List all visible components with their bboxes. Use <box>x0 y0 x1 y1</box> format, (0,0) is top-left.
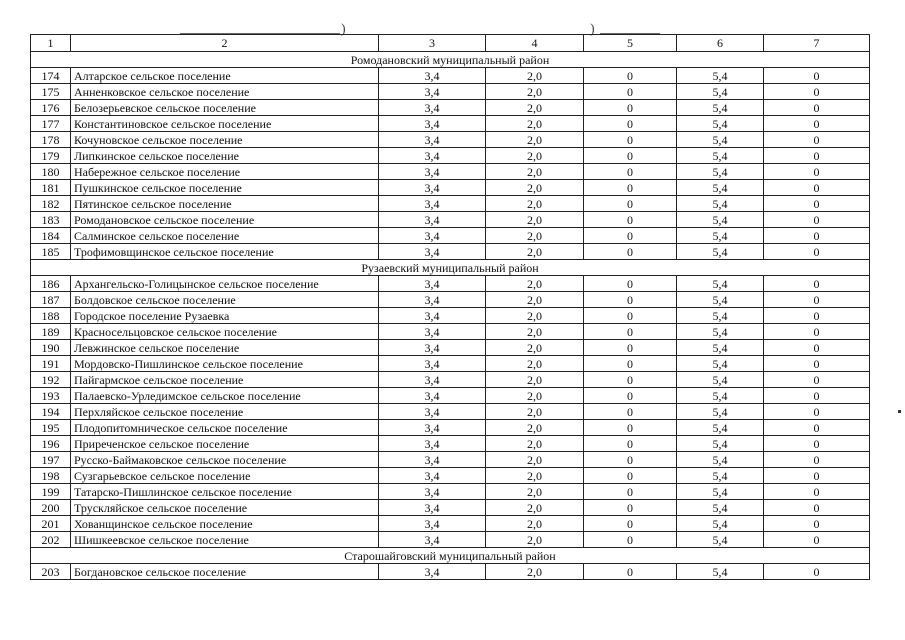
value-col-6: 5,4 <box>677 516 764 532</box>
value-col-6: 5,4 <box>677 212 764 228</box>
value-col-4: 2,0 <box>486 84 584 100</box>
value-col-7: 0 <box>764 388 870 404</box>
settlement-name: Болдовское сельское поселение <box>71 292 379 308</box>
settlement-name: Трофимовщинское сельское поселение <box>71 244 379 260</box>
value-col-7: 0 <box>764 196 870 212</box>
value-col-3: 3,4 <box>379 452 486 468</box>
value-col-3: 3,4 <box>379 100 486 116</box>
header-row <box>31 35 870 52</box>
settlement-name: Сузгарьевское сельское поселение <box>71 468 379 484</box>
settlement-name: Алтарское сельское поселение <box>71 68 379 84</box>
table-row <box>31 452 870 468</box>
value-col-5: 0 <box>584 356 677 372</box>
value-col-4: 2,0 <box>486 532 584 548</box>
value-col-4: 2,0 <box>486 212 584 228</box>
value-col-6: 5,4 <box>677 404 764 420</box>
table-row <box>31 180 870 196</box>
value-col-5: 0 <box>584 532 677 548</box>
value-col-3: 3,4 <box>379 564 486 580</box>
value-col-4: 2,0 <box>486 132 584 148</box>
value-col-4: 2,0 <box>486 372 584 388</box>
value-col-7: 0 <box>764 452 870 468</box>
document-page <box>30 34 869 580</box>
value-col-6: 5,4 <box>677 436 764 452</box>
value-col-5: 0 <box>584 452 677 468</box>
value-col-3: 3,4 <box>379 340 486 356</box>
settlement-name: Белозерьевское сельское поселение <box>71 100 379 116</box>
value-col-4: 2,0 <box>486 484 584 500</box>
table-row <box>31 324 870 340</box>
settlement-name: Перхляйское сельское поселение <box>71 404 379 420</box>
settlement-name: Шишкеевское сельское поселение <box>71 532 379 548</box>
settlement-name: Ромодановское сельское поселение <box>71 212 379 228</box>
row-number: 178 <box>31 132 71 148</box>
row-number: 201 <box>31 516 71 532</box>
table-row <box>31 68 870 84</box>
value-col-6: 5,4 <box>677 532 764 548</box>
value-col-6: 5,4 <box>677 500 764 516</box>
value-col-5: 0 <box>584 100 677 116</box>
value-col-7: 0 <box>764 468 870 484</box>
settlement-name: Татарско-Пишлинское сельское поселение <box>71 484 379 500</box>
row-number: 198 <box>31 468 71 484</box>
value-col-4: 2,0 <box>486 180 584 196</box>
value-col-7: 0 <box>764 436 870 452</box>
value-col-3: 3,4 <box>379 212 486 228</box>
table-row <box>31 276 870 292</box>
value-col-5: 0 <box>584 148 677 164</box>
row-number: 175 <box>31 84 71 100</box>
settlement-name: Приреченское сельское поселение <box>71 436 379 452</box>
value-col-7: 0 <box>764 100 870 116</box>
value-col-5: 0 <box>584 404 677 420</box>
value-col-5: 0 <box>584 292 677 308</box>
value-col-4: 2,0 <box>486 468 584 484</box>
value-col-3: 3,4 <box>379 180 486 196</box>
table-row <box>31 356 870 372</box>
value-col-3: 3,4 <box>379 308 486 324</box>
value-col-3: 3,4 <box>379 196 486 212</box>
row-number: 187 <box>31 292 71 308</box>
value-col-5: 0 <box>584 228 677 244</box>
row-number: 195 <box>31 420 71 436</box>
value-col-7: 0 <box>764 372 870 388</box>
table-row <box>31 388 870 404</box>
value-col-4: 2,0 <box>486 68 584 84</box>
column-header: 3 <box>379 35 486 52</box>
value-col-7: 0 <box>764 84 870 100</box>
row-number: 194 <box>31 404 71 420</box>
value-col-6: 5,4 <box>677 292 764 308</box>
value-col-4: 2,0 <box>486 500 584 516</box>
value-col-5: 0 <box>584 244 677 260</box>
value-col-3: 3,4 <box>379 404 486 420</box>
value-col-7: 0 <box>764 500 870 516</box>
value-col-7: 0 <box>764 244 870 260</box>
settlement-name: Красносельцовское сельское поселение <box>71 324 379 340</box>
row-number: 191 <box>31 356 71 372</box>
value-col-4: 2,0 <box>486 356 584 372</box>
value-col-3: 3,4 <box>379 500 486 516</box>
value-col-7: 0 <box>764 404 870 420</box>
value-col-3: 3,4 <box>379 372 486 388</box>
row-number: 181 <box>31 180 71 196</box>
row-number: 188 <box>31 308 71 324</box>
table-row <box>31 340 870 356</box>
table-row <box>31 100 870 116</box>
row-number: 177 <box>31 116 71 132</box>
row-number: 190 <box>31 340 71 356</box>
row-number: 192 <box>31 372 71 388</box>
value-col-5: 0 <box>584 468 677 484</box>
value-col-4: 2,0 <box>486 436 584 452</box>
value-col-6: 5,4 <box>677 180 764 196</box>
table-row <box>31 228 870 244</box>
value-col-4: 2,0 <box>486 452 584 468</box>
table-row <box>31 420 870 436</box>
value-col-7: 0 <box>764 212 870 228</box>
column-header: 6 <box>677 35 764 52</box>
table-row <box>31 196 870 212</box>
table-row <box>31 500 870 516</box>
value-col-6: 5,4 <box>677 356 764 372</box>
value-col-3: 3,4 <box>379 356 486 372</box>
value-col-3: 3,4 <box>379 132 486 148</box>
value-col-5: 0 <box>584 516 677 532</box>
section-header-row <box>31 548 870 564</box>
value-col-3: 3,4 <box>379 292 486 308</box>
value-col-7: 0 <box>764 356 870 372</box>
row-number: 200 <box>31 500 71 516</box>
row-number: 179 <box>31 148 71 164</box>
value-col-3: 3,4 <box>379 68 486 84</box>
table-row <box>31 308 870 324</box>
value-col-3: 3,4 <box>379 484 486 500</box>
value-col-5: 0 <box>584 340 677 356</box>
settlement-name: Палаевско-Урледимское сельское поселение <box>71 388 379 404</box>
row-number: 182 <box>31 196 71 212</box>
table-row <box>31 372 870 388</box>
value-col-4: 2,0 <box>486 292 584 308</box>
row-number: 193 <box>31 388 71 404</box>
value-col-5: 0 <box>584 212 677 228</box>
table-row <box>31 404 870 420</box>
table-row <box>31 212 870 228</box>
settlement-name: Трускляйское сельское поселение <box>71 500 379 516</box>
value-col-3: 3,4 <box>379 516 486 532</box>
value-col-6: 5,4 <box>677 388 764 404</box>
row-number: 199 <box>31 484 71 500</box>
value-col-6: 5,4 <box>677 340 764 356</box>
row-number: 189 <box>31 324 71 340</box>
value-col-3: 3,4 <box>379 228 486 244</box>
value-col-7: 0 <box>764 324 870 340</box>
value-col-7: 0 <box>764 516 870 532</box>
value-col-6: 5,4 <box>677 164 764 180</box>
value-col-5: 0 <box>584 500 677 516</box>
value-col-4: 2,0 <box>486 244 584 260</box>
settlement-name: Пушкинское сельское поселение <box>71 180 379 196</box>
table-row <box>31 436 870 452</box>
row-number: 183 <box>31 212 71 228</box>
value-col-3: 3,4 <box>379 116 486 132</box>
value-col-7: 0 <box>764 340 870 356</box>
scan-speck <box>898 410 901 413</box>
settlement-name: Кочуновское сельское поселение <box>71 132 379 148</box>
value-col-7: 0 <box>764 148 870 164</box>
value-col-7: 0 <box>764 180 870 196</box>
table-row <box>31 468 870 484</box>
value-col-5: 0 <box>584 84 677 100</box>
table-row <box>31 116 870 132</box>
value-col-6: 5,4 <box>677 84 764 100</box>
settlement-name: Городское поселение Рузаевка <box>71 308 379 324</box>
value-col-7: 0 <box>764 308 870 324</box>
settlement-name: Анненковское сельское поселение <box>71 84 379 100</box>
settlement-name: Липкинское сельское поселение <box>71 148 379 164</box>
value-col-4: 2,0 <box>486 100 584 116</box>
value-col-6: 5,4 <box>677 324 764 340</box>
column-header: 1 <box>31 35 71 52</box>
table-row <box>31 532 870 548</box>
settlement-name: Пятинское сельское поселение <box>71 196 379 212</box>
value-col-4: 2,0 <box>486 340 584 356</box>
value-col-7: 0 <box>764 484 870 500</box>
value-col-6: 5,4 <box>677 244 764 260</box>
value-col-6: 5,4 <box>677 100 764 116</box>
settlement-name: Левжинское сельское поселение <box>71 340 379 356</box>
section-title: Рузаевский муниципальный район <box>31 260 870 276</box>
settlement-name: Константиновское сельское поселение <box>71 116 379 132</box>
value-col-4: 2,0 <box>486 388 584 404</box>
settlement-name: Салминское сельское поселение <box>71 228 379 244</box>
value-col-7: 0 <box>764 292 870 308</box>
value-col-7: 0 <box>764 116 870 132</box>
row-number: 180 <box>31 164 71 180</box>
value-col-5: 0 <box>584 164 677 180</box>
value-col-6: 5,4 <box>677 276 764 292</box>
value-col-6: 5,4 <box>677 372 764 388</box>
row-number: 186 <box>31 276 71 292</box>
value-col-5: 0 <box>584 68 677 84</box>
value-col-7: 0 <box>764 228 870 244</box>
value-col-6: 5,4 <box>677 468 764 484</box>
value-col-7: 0 <box>764 420 870 436</box>
value-col-5: 0 <box>584 372 677 388</box>
value-col-5: 0 <box>584 420 677 436</box>
settlement-name: Хованщинское сельское поселение <box>71 516 379 532</box>
value-col-3: 3,4 <box>379 148 486 164</box>
table-row <box>31 564 870 580</box>
value-col-3: 3,4 <box>379 420 486 436</box>
row-number: 184 <box>31 228 71 244</box>
column-header: 2 <box>71 35 379 52</box>
value-col-6: 5,4 <box>677 228 764 244</box>
value-col-5: 0 <box>584 196 677 212</box>
value-col-7: 0 <box>764 68 870 84</box>
value-col-3: 3,4 <box>379 436 486 452</box>
value-col-6: 5,4 <box>677 484 764 500</box>
settlement-name: Набережное сельское поселение <box>71 164 379 180</box>
row-number: 197 <box>31 452 71 468</box>
value-col-5: 0 <box>584 132 677 148</box>
value-col-3: 3,4 <box>379 84 486 100</box>
value-col-5: 0 <box>584 276 677 292</box>
value-col-5: 0 <box>584 116 677 132</box>
table-body <box>31 35 870 580</box>
table-row <box>31 132 870 148</box>
value-col-7: 0 <box>764 564 870 580</box>
table-row <box>31 84 870 100</box>
value-col-5: 0 <box>584 180 677 196</box>
value-col-6: 5,4 <box>677 116 764 132</box>
value-col-3: 3,4 <box>379 164 486 180</box>
value-col-7: 0 <box>764 132 870 148</box>
value-col-4: 2,0 <box>486 116 584 132</box>
settlement-name: Мордовско-Пишлинское сельское поселение <box>71 356 379 372</box>
section-title: Ромодановский муниципальный район <box>31 52 870 68</box>
value-col-7: 0 <box>764 164 870 180</box>
value-col-5: 0 <box>584 484 677 500</box>
row-number: 174 <box>31 68 71 84</box>
value-col-7: 0 <box>764 532 870 548</box>
row-number: 202 <box>31 532 71 548</box>
value-col-4: 2,0 <box>486 164 584 180</box>
value-col-4: 2,0 <box>486 308 584 324</box>
row-number: 185 <box>31 244 71 260</box>
value-col-4: 2,0 <box>486 148 584 164</box>
data-table <box>30 34 870 580</box>
value-col-6: 5,4 <box>677 420 764 436</box>
value-col-5: 0 <box>584 308 677 324</box>
section-header-row <box>31 52 870 68</box>
value-col-7: 0 <box>764 276 870 292</box>
settlement-name: Архангельско-Голицынское сельское поселение <box>71 276 379 292</box>
settlement-name: Богдановское сельское поселение <box>71 564 379 580</box>
value-col-5: 0 <box>584 564 677 580</box>
bracket-mark: ) <box>590 22 595 37</box>
settlement-name: Плодопитомническое сельское поселение <box>71 420 379 436</box>
value-col-6: 5,4 <box>677 132 764 148</box>
value-col-5: 0 <box>584 324 677 340</box>
value-col-6: 5,4 <box>677 196 764 212</box>
value-col-3: 3,4 <box>379 532 486 548</box>
value-col-5: 0 <box>584 436 677 452</box>
settlement-name: Русско-Баймаковское сельское поселение <box>71 452 379 468</box>
section-header-row <box>31 260 870 276</box>
value-col-4: 2,0 <box>486 324 584 340</box>
table-row <box>31 244 870 260</box>
settlement-name: Пайгармское сельское поселение <box>71 372 379 388</box>
value-col-4: 2,0 <box>486 516 584 532</box>
row-number: 176 <box>31 100 71 116</box>
table-row <box>31 164 870 180</box>
value-col-4: 2,0 <box>486 276 584 292</box>
value-col-3: 3,4 <box>379 276 486 292</box>
value-col-4: 2,0 <box>486 228 584 244</box>
row-number: 203 <box>31 564 71 580</box>
value-col-6: 5,4 <box>677 148 764 164</box>
value-col-5: 0 <box>584 388 677 404</box>
table-row <box>31 484 870 500</box>
column-header: 4 <box>486 35 584 52</box>
column-header: 7 <box>764 35 870 52</box>
bracket-mark: ) <box>341 22 346 37</box>
value-col-4: 2,0 <box>486 196 584 212</box>
value-col-3: 3,4 <box>379 388 486 404</box>
value-col-3: 3,4 <box>379 324 486 340</box>
table-row <box>31 148 870 164</box>
value-col-4: 2,0 <box>486 420 584 436</box>
table-row <box>31 516 870 532</box>
value-col-4: 2,0 <box>486 404 584 420</box>
value-col-6: 5,4 <box>677 308 764 324</box>
value-col-3: 3,4 <box>379 244 486 260</box>
column-header: 5 <box>584 35 677 52</box>
value-col-4: 2,0 <box>486 564 584 580</box>
table-row <box>31 292 870 308</box>
value-col-6: 5,4 <box>677 68 764 84</box>
value-col-3: 3,4 <box>379 468 486 484</box>
section-title: Старошайговский муниципальный район <box>31 548 870 564</box>
value-col-6: 5,4 <box>677 452 764 468</box>
row-number: 196 <box>31 436 71 452</box>
value-col-6: 5,4 <box>677 564 764 580</box>
